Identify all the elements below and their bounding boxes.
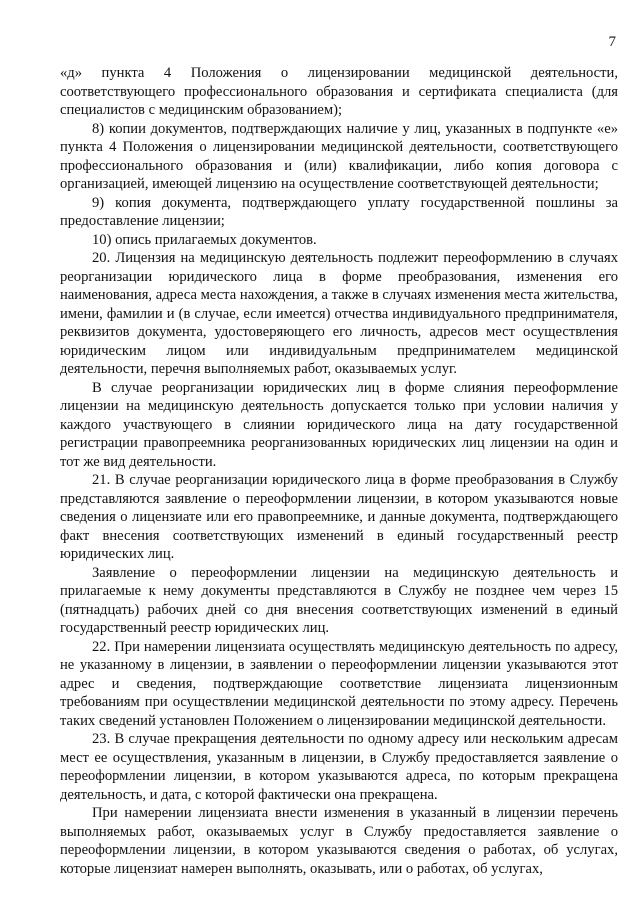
paragraph-item-10: 10) опись прилагаемых документов. xyxy=(92,231,317,248)
paragraph-clause-20-merger: В случае реорганизации юридических лиц в форме слияния переоформление лицензии на медицинскую деятельность допускается только при условии наличия у каждого участвующего в слиянии юридического лица на дату государственной регистрации правопреемника реорганизованных юридических лиц лицензии на один и тот же вид деятельности. xyxy=(60,379,618,470)
paragraph-item-8: 8) копии документов, подтверждающих наличие у лиц, указанных в подпункте «е» пункта 4 Положения о лицензировании медицинской деятельности, соответствующего профессионального образования и (или) квалификации, либо копия договора с организацией, имеющей лицензию на осуществление соответствующей деятельности; xyxy=(60,120,618,192)
page-number: 7 xyxy=(608,34,616,50)
paragraph-clause-21: 21. В случае реорганизации юридического лица в форме преобразования в Службу представляются заявление о переоформлении лицензии, в котором указываются новые сведения о лицензиате или его правопреемнике, и данные документа, подтверждающего факт внесения соответствующих изменений в единый государственный реестр юридических лиц. xyxy=(60,472,618,562)
paragraph-clause-21-deadline: Заявление о переоформлении лицензии на медицинскую деятельность и прилагаемые к нему документы представляются в Службу не позднее чем через 15 (пятнадцать) рабочих дней со дня внесения соответствующих изменений в единый государственный реестр юридических лиц. xyxy=(60,564,618,636)
paragraph-clause-22: 22. При намерении лицензиата осуществлять медицинскую деятельность по адресу, не указанному в лицензии, в заявлении о переоформлении лицензии указываются этот адрес и сведения, подтверждающие соответствие лицензиата лицензионным требованиям при осуществлении медицинской деятельности по этому адресу. Перечень таких сведений установлен Положением о лицензировании медицинской деятельности. xyxy=(60,638,618,729)
document-body xyxy=(60,64,618,878)
paragraph-item-9: 9) копия документа, подтверждающего уплату государственной пошлины за предоставление лицензии; xyxy=(60,194,618,229)
paragraph-continuation: «д» пункта 4 Положения о лицензировании медицинской деятельности, соответствующего профессионального образования и сертификата специалиста (для специалистов с медицинским образованием); xyxy=(60,65,618,118)
paragraph-clause-20: 20. Лицензия на медицинскую деятельность подлежит переоформлению в случаях реорганизации юридического лица в форме преобразования, изменения его наименования, адреса места нахождения, а также в случаях изменения места жительства, имени, фамилии и (в случае, если имеется) отчества индивидуального предпринимателя, реквизитов документа, удостоверяющего его личность, адресов мест осуществления юридическим лицом или индивидуальным предпринимателем медицинской деятельности, перечня выполняемых работ, оказываемых услуг. xyxy=(60,250,618,377)
paragraph-clause-23: 23. В случае прекращения деятельности по одному адресу или нескольким адресам мест ее осуществления, указанным в лицензии, в Службу предоставляется заявление о переоформлении лицензии, в котором указываются адреса, по которым прекращена деятельность, и дата, с которой фактически она прекращена. xyxy=(60,731,618,803)
paragraph-clause-23-changes: При намерении лицензиата внести изменения в указанный в лицензии перечень выполняемых работ, оказываемых услуг в Службу предоставляется заявление о переоформлении лицензии, в котором указываются сведения о работах, об услугах, которые лицензиат намерен выполнять, оказывать, или о работах, об услугах, xyxy=(60,805,618,877)
